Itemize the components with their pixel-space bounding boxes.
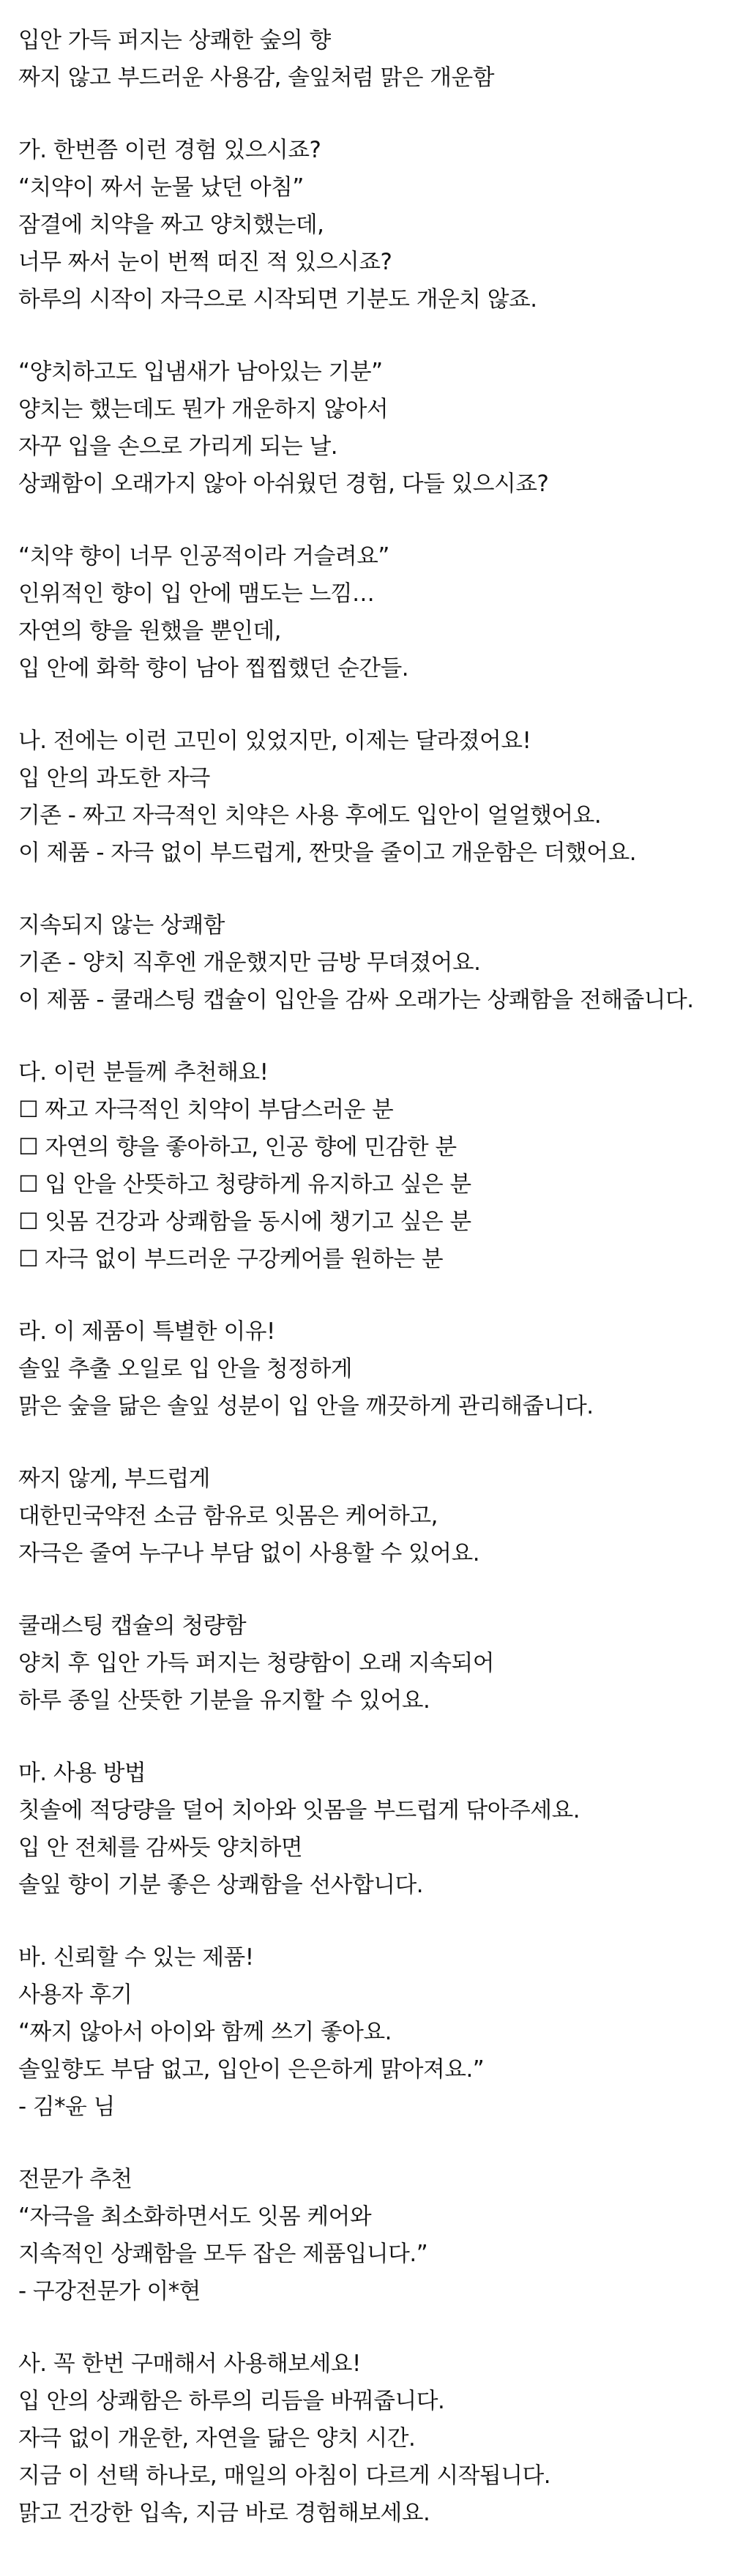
section-c-recommend	[18, 1054, 717, 1278]
section-heading: 마. 사용 방법	[18, 1760, 146, 1786]
text-line: ☐ 자극 없이 부드러운 구강케어를 원하는 분	[18, 1246, 444, 1272]
section-e-usage	[18, 1755, 717, 1904]
text-line: 지속적인 상쾌함을 모두 잡은 제품입니다.”	[18, 2241, 428, 2267]
text-line: 자극 없이 개운한, 자연을 닮은 양치 시간.	[18, 2425, 416, 2452]
text-line: 전문가 추천	[18, 2166, 132, 2192]
text-line: 사용자 후기	[18, 1982, 132, 2008]
text-line: ☐ 짜고 자극적인 치약이 부담스러운 분	[18, 1097, 394, 1123]
text-line: 쿨래스팅 캡슐의 청량함	[18, 1613, 247, 1639]
text-line: 상쾌함이 오래가지 않아 아쉬웠던 경험, 다들 있으시죠?	[18, 471, 549, 497]
section-b-changed	[18, 723, 717, 872]
text-line: 칫솔에 적당량을 덜어 치아와 잇몸을 부드럽게 닦아주세요.	[18, 1797, 580, 1823]
section-heading: 라. 이 제품이 특별한 이유!	[18, 1318, 275, 1345]
section-f-expert	[18, 2161, 717, 2310]
text-line: 짜지 않고 부드러운 사용감, 솔잎처럼 맑은 개운함	[18, 64, 495, 91]
text-line: 양치 후 입안 가득 퍼지는 청량함이 오래 지속되어	[18, 1650, 495, 1676]
text-line: 입 안에 화학 향이 남아 찝찝했던 순간들.	[18, 655, 409, 682]
text-line: 이 제품 - 자극 없이 부드럽게, 짠맛을 줄이고 개운함은 더했어요.	[18, 840, 637, 866]
text-line: 솔잎 향이 기분 좋은 상쾌함을 선사합니다.	[18, 1872, 423, 1898]
section-intro	[18, 22, 717, 97]
section-a-artificial	[18, 538, 717, 687]
text-line: 하루 종일 산뜻한 기분을 유지할 수 있어요.	[18, 1687, 430, 1714]
text-line: 이 제품 - 쿨래스팅 캡슐이 입안을 감싸 오래가는 상쾌함을 전해줍니다.	[18, 987, 694, 1013]
text-line: “치약이 짜서 눈물 났던 아침”	[18, 174, 304, 201]
text-line: 양치는 했는데도 뭔가 개운하지 않아서	[18, 396, 389, 422]
section-heading: 나. 전에는 이런 고민이 있었지만, 이제는 달라졌어요!	[18, 728, 531, 754]
text-line: ☐ 자연의 향을 좋아하고, 인공 향에 민감한 분	[18, 1134, 457, 1160]
text-line: 하루의 시작이 자극으로 시작되면 기분도 개운치 않죠.	[18, 286, 537, 313]
section-a-breath	[18, 354, 717, 503]
section-d-capsule	[18, 1608, 717, 1720]
text-line: 자극은 줄여 누구나 부담 없이 사용할 수 있어요.	[18, 1540, 480, 1567]
text-line: 짜지 않게, 부드럽게	[18, 1466, 210, 1492]
text-line: 너무 짜서 눈이 번쩍 떠진 적 있으시죠?	[18, 249, 392, 275]
text-line: 입안 가득 퍼지는 상쾌한 숲의 향	[18, 27, 331, 53]
section-heading: 바. 신뢰할 수 있는 제품!	[18, 1944, 254, 1971]
text-line: 인위적인 향이 입 안에 맴도는 느낌…	[18, 580, 375, 607]
text-line: 입 안의 과도한 자극	[18, 765, 210, 791]
text-line: 지금 이 선택 하나로, 매일의 아침이 다르게 시작됩니다.	[18, 2463, 551, 2489]
section-d-gentle	[18, 1460, 717, 1572]
text-line: 지속되지 않는 상쾌함	[18, 912, 225, 938]
text-line: “치약 향이 너무 인공적이라 거슬려요”	[18, 543, 389, 570]
text-line: “짜지 않아서 아이와 함께 쓰기 좋아요.	[18, 2019, 392, 2045]
text-line: 솔잎향도 부담 없고, 입안이 은은하게 맑아져요.”	[18, 2056, 485, 2083]
text-line: 잠결에 치약을 짜고 양치했는데,	[18, 212, 324, 238]
text-line: 맑고 건강한 입속, 지금 바로 경험해보세요.	[18, 2500, 430, 2526]
section-heading: 다. 이런 분들께 추천해요!	[18, 1059, 269, 1086]
text-line: 기존 - 짜고 자극적인 치약은 사용 후에도 입안이 얼얼했어요.	[18, 802, 602, 829]
text-line: 자연의 향을 원했을 뿐인데,	[18, 618, 281, 644]
section-b-lasting	[18, 907, 717, 1019]
section-heading: 사. 꼭 한번 구매해서 사용해보세요!	[18, 2351, 361, 2377]
text-line: ☐ 잇몸 건강과 상쾌함을 동시에 챙기고 싶은 분	[18, 1209, 471, 1235]
text-line: - 김*윤 님	[18, 2094, 115, 2120]
text-line: 기존 - 양치 직후엔 개운했지만 금방 무뎌졌어요.	[18, 949, 481, 976]
section-d-special	[18, 1313, 717, 1425]
text-line: 입 안의 상쾌함은 하루의 리듬을 바꿔줍니다.	[18, 2388, 445, 2414]
text-line: ☐ 입 안을 산뜻하고 청량하게 유지하고 싶은 분	[18, 1171, 471, 1198]
product-description	[18, 22, 717, 2567]
text-line: “양치하고도 입냄새가 남아있는 기분”	[18, 359, 383, 385]
text-line: “자극을 최소화하면서도 잇몸 케어와	[18, 2203, 372, 2230]
text-line: 대한민국약전 소금 함유로 잇몸은 케어하고,	[18, 1503, 438, 1529]
text-line: 솔잎 추출 오일로 입 안을 청정하게	[18, 1356, 352, 1382]
section-a-experience	[18, 132, 717, 318]
section-f-review	[18, 1939, 717, 2126]
section-g-buy	[18, 2345, 717, 2532]
text-line: 맑은 숲을 닮은 솔잎 성분이 입 안을 깨끗하게 관리해줍니다.	[18, 1393, 594, 1419]
text-line: 자꾸 입을 손으로 가리게 되는 날.	[18, 433, 337, 460]
section-heading: 가. 한번쯤 이런 경험 있으시죠?	[18, 137, 321, 163]
text-line: 입 안 전체를 감싸듯 양치하면	[18, 1834, 303, 1861]
text-line: - 구강전문가 이*현	[18, 2278, 201, 2304]
